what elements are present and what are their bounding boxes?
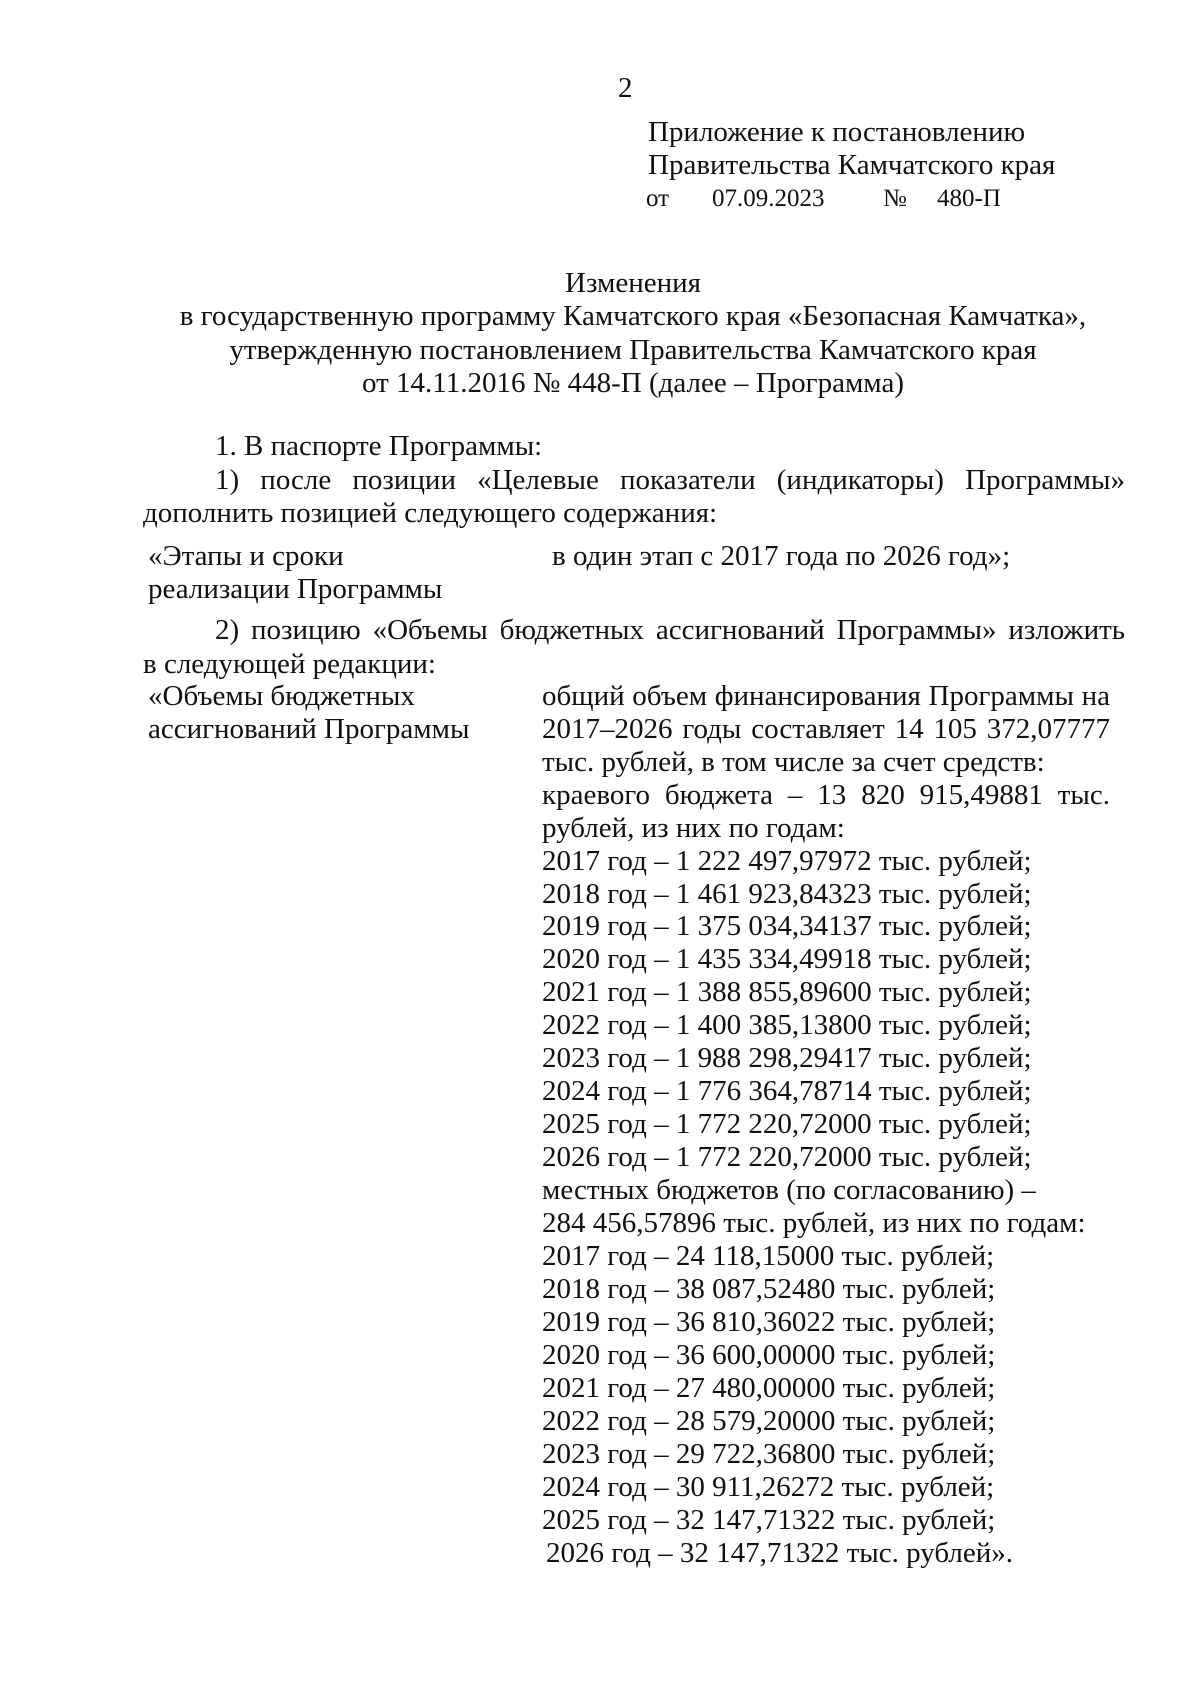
volume-line: 2023 год – 1 988 298,29417 тыс. рублей;	[542, 1042, 1032, 1074]
volume-line: 2019 год – 36 810,36022 тыс. рублей;	[542, 1306, 996, 1338]
appendix-from-label: от	[646, 185, 670, 212]
volume-line: 2024 год – 30 911,26272 тыс. рублей;	[542, 1471, 995, 1503]
title-line-3: утвержденную постановлением Правительства Камчатского края	[229, 334, 1037, 366]
volume-line: общий объем финансирования Программы на	[542, 680, 1110, 712]
volume-line: 2025 год – 1 772 220,72000 тыс. рублей;	[542, 1108, 1032, 1140]
volume-line: 2024 год – 1 776 364,78714 тыс. рублей;	[542, 1075, 1032, 1107]
section-heading: 1. В паспорте Программы:	[215, 430, 543, 462]
appendix-line-2: Правительства Камчатского края	[648, 149, 1056, 181]
volume-line: рублей, из них по годам:	[542, 812, 845, 844]
volume-line: 2020 год – 36 600,00000 тыс. рублей;	[542, 1339, 996, 1371]
title-line-2: в государственную программу Камчатского края «Безопасная Камчатка»,	[179, 300, 1087, 332]
item-1-line-1: 1) после позиции «Целевые показатели (индикаторы) Программы»	[215, 464, 1125, 496]
volume-line: 284 456,57896 тыс. рублей, из них по годам:	[542, 1207, 1086, 1239]
volume-line: краевого бюджета – 13 820 915,49881 тыс.	[542, 779, 1110, 811]
volume-line: 2021 год – 27 480,00000 тыс. рублей;	[542, 1372, 996, 1404]
volume-line: 2022 год – 1 400 385,13800 тыс. рублей;	[542, 1009, 1032, 1041]
volume-line: 2026 год – 1 772 220,72000 тыс. рублей;	[542, 1141, 1032, 1173]
volume-line: 2025 год – 32 147,71322 тыс. рублей;	[542, 1504, 996, 1536]
volume-line: 2018 год – 1 461 923,84323 тыс. рублей;	[542, 878, 1032, 910]
stages-label-line-1: «Этапы и сроки	[148, 540, 344, 572]
stages-label-line-2: реализации Программы	[148, 573, 443, 605]
volume-line: 2017 год – 24 118,15000 тыс. рублей;	[542, 1240, 995, 1272]
volume-line: 2019 год – 1 375 034,34137 тыс. рублей;	[542, 910, 1032, 942]
page-number: 2	[618, 72, 633, 104]
volume-line: 2020 год – 1 435 334,49918 тыс. рублей;	[542, 943, 1032, 975]
title-line-1: Изменения	[565, 267, 701, 299]
volume-line: местных бюджетов (по согласованию) –	[542, 1174, 1036, 1206]
appendix-date: 07.09.2023	[712, 185, 825, 212]
volume-line: 2023 год – 29 722,36800 тыс. рублей;	[542, 1438, 996, 1470]
volume-line: 2017–2026 годы составляет 14 105 372,07777	[542, 713, 1110, 745]
item-2-line-1: 2) позицию «Объемы бюджетных ассигнований Программы» изложить	[215, 614, 1125, 646]
volume-line: 2022 год – 28 579,20000 тыс. рублей;	[542, 1405, 996, 1437]
volume-line: 2017 год – 1 222 497,97972 тыс. рублей;	[542, 845, 1032, 877]
volume-line: тыс. рублей, в том числе за счет средств:	[542, 746, 1045, 778]
item-2-line-2: в следующей редакции:	[143, 648, 436, 680]
appendix-number-sign: №	[883, 185, 907, 212]
appendix-line-1: Приложение к постановлению	[648, 116, 1026, 148]
volume-label-line-2: ассигнований Программы	[148, 713, 470, 745]
volume-line: 2018 год – 38 087,52480 тыс. рублей;	[542, 1273, 996, 1305]
title-line-4: от 14.11.2016 № 448-П (далее – Программа)	[362, 367, 904, 399]
item-1-line-2: дополнить позицией следующего содержания:	[143, 497, 718, 529]
appendix-number: 480-П	[937, 185, 1001, 212]
stages-value: в один этап с 2017 года по 2026 год»;	[552, 540, 1011, 572]
volume-label-line-1: «Объемы бюджетных	[148, 680, 415, 712]
volume-line: 2021 год – 1 388 855,89600 тыс. рублей;	[542, 976, 1032, 1008]
volume-line: 2026 год – 32 147,71322 тыс. рублей».	[546, 1537, 1014, 1569]
